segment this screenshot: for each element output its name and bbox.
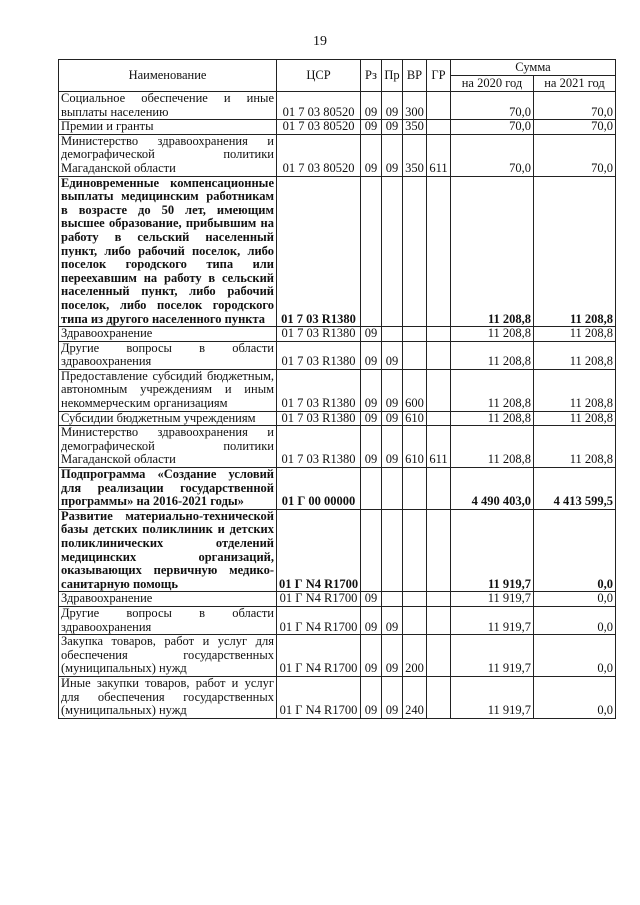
cell-amount-2020: 70,0: [451, 92, 534, 120]
cell-amount-2020: 11 208,8: [451, 176, 534, 327]
cell-gr: 611: [427, 134, 451, 176]
header-sum: Сумма: [451, 60, 616, 76]
cell-amount-2021: 11 208,8: [534, 369, 616, 411]
table-row: [59, 426, 616, 468]
header-gr: ГР: [427, 60, 451, 92]
cell-vr: 350: [403, 134, 427, 176]
cell-amount-2021: 11 208,8: [534, 411, 616, 426]
cell-name: Предоставление субсидий бюджетным, автономным учреждениям и иным некоммерческим организациям: [59, 369, 277, 411]
cell-csr: 01 7 03 80520: [277, 92, 361, 120]
cell-pr: 09: [382, 676, 403, 718]
cell-vr: 240: [403, 676, 427, 718]
cell-vr: [403, 327, 427, 342]
cell-gr: [427, 606, 451, 634]
cell-gr: [427, 411, 451, 426]
cell-vr: [403, 509, 427, 592]
cell-vr: 610: [403, 426, 427, 468]
table-row: [59, 676, 616, 718]
table-row: [59, 92, 616, 120]
cell-csr: 01 7 03 R1380: [277, 369, 361, 411]
cell-amount-2021: 0,0: [534, 606, 616, 634]
cell-amount-2021: 11 208,8: [534, 341, 616, 369]
cell-gr: [427, 369, 451, 411]
cell-csr: 01 7 03 80520: [277, 120, 361, 135]
cell-rz: [361, 509, 382, 592]
header-pr: Пр: [382, 60, 403, 92]
cell-vr: [403, 341, 427, 369]
cell-name: Социальное обеспечение и иные выплаты населению: [59, 92, 277, 120]
cell-csr: 01 7 03 R1380: [277, 411, 361, 426]
cell-amount-2020: 11 208,8: [451, 426, 534, 468]
cell-amount-2020: 11 919,7: [451, 606, 534, 634]
table-row: [59, 341, 616, 369]
table-row: [59, 606, 616, 634]
cell-amount-2020: 11 208,8: [451, 411, 534, 426]
cell-name: Развитие материально-технической базы детских поликлиник и детских поликлинических отделений медицинских организаций, оказывающих первичную медико-санитарную помощь: [59, 509, 277, 592]
cell-amount-2020: 11 919,7: [451, 509, 534, 592]
cell-pr: 09: [382, 635, 403, 677]
cell-amount-2021: 0,0: [534, 509, 616, 592]
cell-rz: 09: [361, 635, 382, 677]
cell-pr: [382, 509, 403, 592]
header-vr: ВР: [403, 60, 427, 92]
cell-gr: [427, 509, 451, 592]
table-row: [59, 635, 616, 677]
cell-amount-2021: 70,0: [534, 120, 616, 135]
cell-pr: 09: [382, 411, 403, 426]
table-row: [59, 369, 616, 411]
table-row: [59, 327, 616, 342]
cell-pr: [382, 327, 403, 342]
table-row: [59, 120, 616, 135]
cell-csr: 01 Г N4 R1700: [277, 592, 361, 607]
cell-gr: [427, 176, 451, 327]
cell-amount-2020: 11 919,7: [451, 592, 534, 607]
cell-csr: 01 Г N4 R1700: [277, 635, 361, 677]
cell-csr: 01 7 03 R1380: [277, 176, 361, 327]
cell-gr: [427, 92, 451, 120]
cell-amount-2020: 70,0: [451, 120, 534, 135]
cell-pr: 09: [382, 134, 403, 176]
cell-vr: [403, 468, 427, 510]
table-row: [59, 134, 616, 176]
cell-name: Здравоохранение: [59, 327, 277, 342]
table-row: [59, 592, 616, 607]
cell-name: Иные закупки товаров, работ и услуг для обеспечения государственных (муниципальных) нужд: [59, 676, 277, 718]
cell-vr: 200: [403, 635, 427, 677]
cell-pr: [382, 468, 403, 510]
cell-amount-2020: 11 919,7: [451, 635, 534, 677]
cell-vr: 610: [403, 411, 427, 426]
cell-rz: 09: [361, 606, 382, 634]
page-number: 19: [313, 34, 327, 49]
cell-csr: 01 Г 00 00000: [277, 468, 361, 510]
cell-rz: 09: [361, 676, 382, 718]
cell-name: Министерство здравоохранения и демографической политики Магаданской области: [59, 426, 277, 468]
cell-vr: 300: [403, 92, 427, 120]
cell-rz: 09: [361, 327, 382, 342]
cell-amount-2020: 70,0: [451, 134, 534, 176]
cell-gr: [427, 592, 451, 607]
cell-csr: 01 7 03 R1380: [277, 327, 361, 342]
cell-gr: [427, 468, 451, 510]
cell-rz: 09: [361, 592, 382, 607]
cell-vr: [403, 592, 427, 607]
cell-pr: 09: [382, 426, 403, 468]
cell-csr: 01 7 03 R1380: [277, 426, 361, 468]
cell-amount-2020: 4 490 403,0: [451, 468, 534, 510]
cell-vr: 350: [403, 120, 427, 135]
cell-rz: 09: [361, 134, 382, 176]
header-year-2021: на 2021 год: [534, 76, 616, 92]
cell-vr: 600: [403, 369, 427, 411]
cell-pr: 09: [382, 341, 403, 369]
cell-pr: [382, 592, 403, 607]
cell-name: Единовременные компенсационные выплаты медицинским работникам в возрасте до 50 лет, имеющим высшее образование, прибывшим на работу в сельский населенный пункт, либо рабочий поселок, либо поселок городского типа или переехавшим на работу в сельский населенный пункт, либо рабочий поселок, либо поселок городского типа из другого населенного пункта: [59, 176, 277, 327]
cell-pr: 09: [382, 606, 403, 634]
cell-pr: [382, 176, 403, 327]
cell-csr: 01 7 03 80520: [277, 134, 361, 176]
cell-rz: 09: [361, 92, 382, 120]
cell-amount-2021: 11 208,8: [534, 327, 616, 342]
cell-rz: [361, 468, 382, 510]
cell-gr: 611: [427, 426, 451, 468]
cell-amount-2020: 11 208,8: [451, 327, 534, 342]
cell-name: Подпрограмма «Создание условий для реализации государственной программы» на 2016-2021 годы»: [59, 468, 277, 510]
cell-csr: 01 Г N4 R1700: [277, 509, 361, 592]
cell-csr: 01 7 03 R1380: [277, 341, 361, 369]
table-body: [59, 92, 616, 719]
table-row: [59, 176, 616, 327]
cell-name: Субсидии бюджетным учреждениям: [59, 411, 277, 426]
cell-name: Закупка товаров, работ и услуг для обеспечения государственных (муниципальных) нужд: [59, 635, 277, 677]
cell-name: Здравоохранение: [59, 592, 277, 607]
cell-name: Другие вопросы в области здравоохранения: [59, 341, 277, 369]
cell-name: Другие вопросы в области здравоохранения: [59, 606, 277, 634]
cell-gr: [427, 635, 451, 677]
cell-rz: 09: [361, 411, 382, 426]
cell-amount-2021: 0,0: [534, 592, 616, 607]
header-name: Наименование: [59, 60, 277, 92]
cell-amount-2021: 70,0: [534, 134, 616, 176]
cell-rz: 09: [361, 369, 382, 411]
cell-pr: 09: [382, 92, 403, 120]
cell-gr: [427, 327, 451, 342]
cell-rz: 09: [361, 341, 382, 369]
cell-amount-2021: 4 413 599,5: [534, 468, 616, 510]
header-rz: Рз: [361, 60, 382, 92]
cell-amount-2021: 0,0: [534, 676, 616, 718]
cell-rz: 09: [361, 426, 382, 468]
header-year-2020: на 2020 год: [451, 76, 534, 92]
cell-vr: [403, 606, 427, 634]
header-csr: ЦСР: [277, 60, 361, 92]
cell-vr: [403, 176, 427, 327]
cell-pr: 09: [382, 369, 403, 411]
cell-amount-2021: 70,0: [534, 92, 616, 120]
cell-gr: [427, 676, 451, 718]
cell-csr: 01 Г N4 R1700: [277, 606, 361, 634]
cell-gr: [427, 341, 451, 369]
table-row: [59, 468, 616, 510]
cell-amount-2021: 11 208,8: [534, 176, 616, 327]
cell-pr: 09: [382, 120, 403, 135]
cell-amount-2020: 11 208,8: [451, 341, 534, 369]
cell-rz: [361, 176, 382, 327]
table-row: [59, 509, 616, 592]
budget-table: [58, 59, 616, 719]
cell-amount-2021: 11 208,8: [534, 426, 616, 468]
cell-amount-2021: 0,0: [534, 635, 616, 677]
cell-amount-2020: 11 208,8: [451, 369, 534, 411]
cell-gr: [427, 120, 451, 135]
cell-csr: 01 Г N4 R1700: [277, 676, 361, 718]
cell-name: Премии и гранты: [59, 120, 277, 135]
cell-name: Министерство здравоохранения и демографической политики Магаданской области: [59, 134, 277, 176]
cell-rz: 09: [361, 120, 382, 135]
table-row: [59, 411, 616, 426]
cell-amount-2020: 11 919,7: [451, 676, 534, 718]
